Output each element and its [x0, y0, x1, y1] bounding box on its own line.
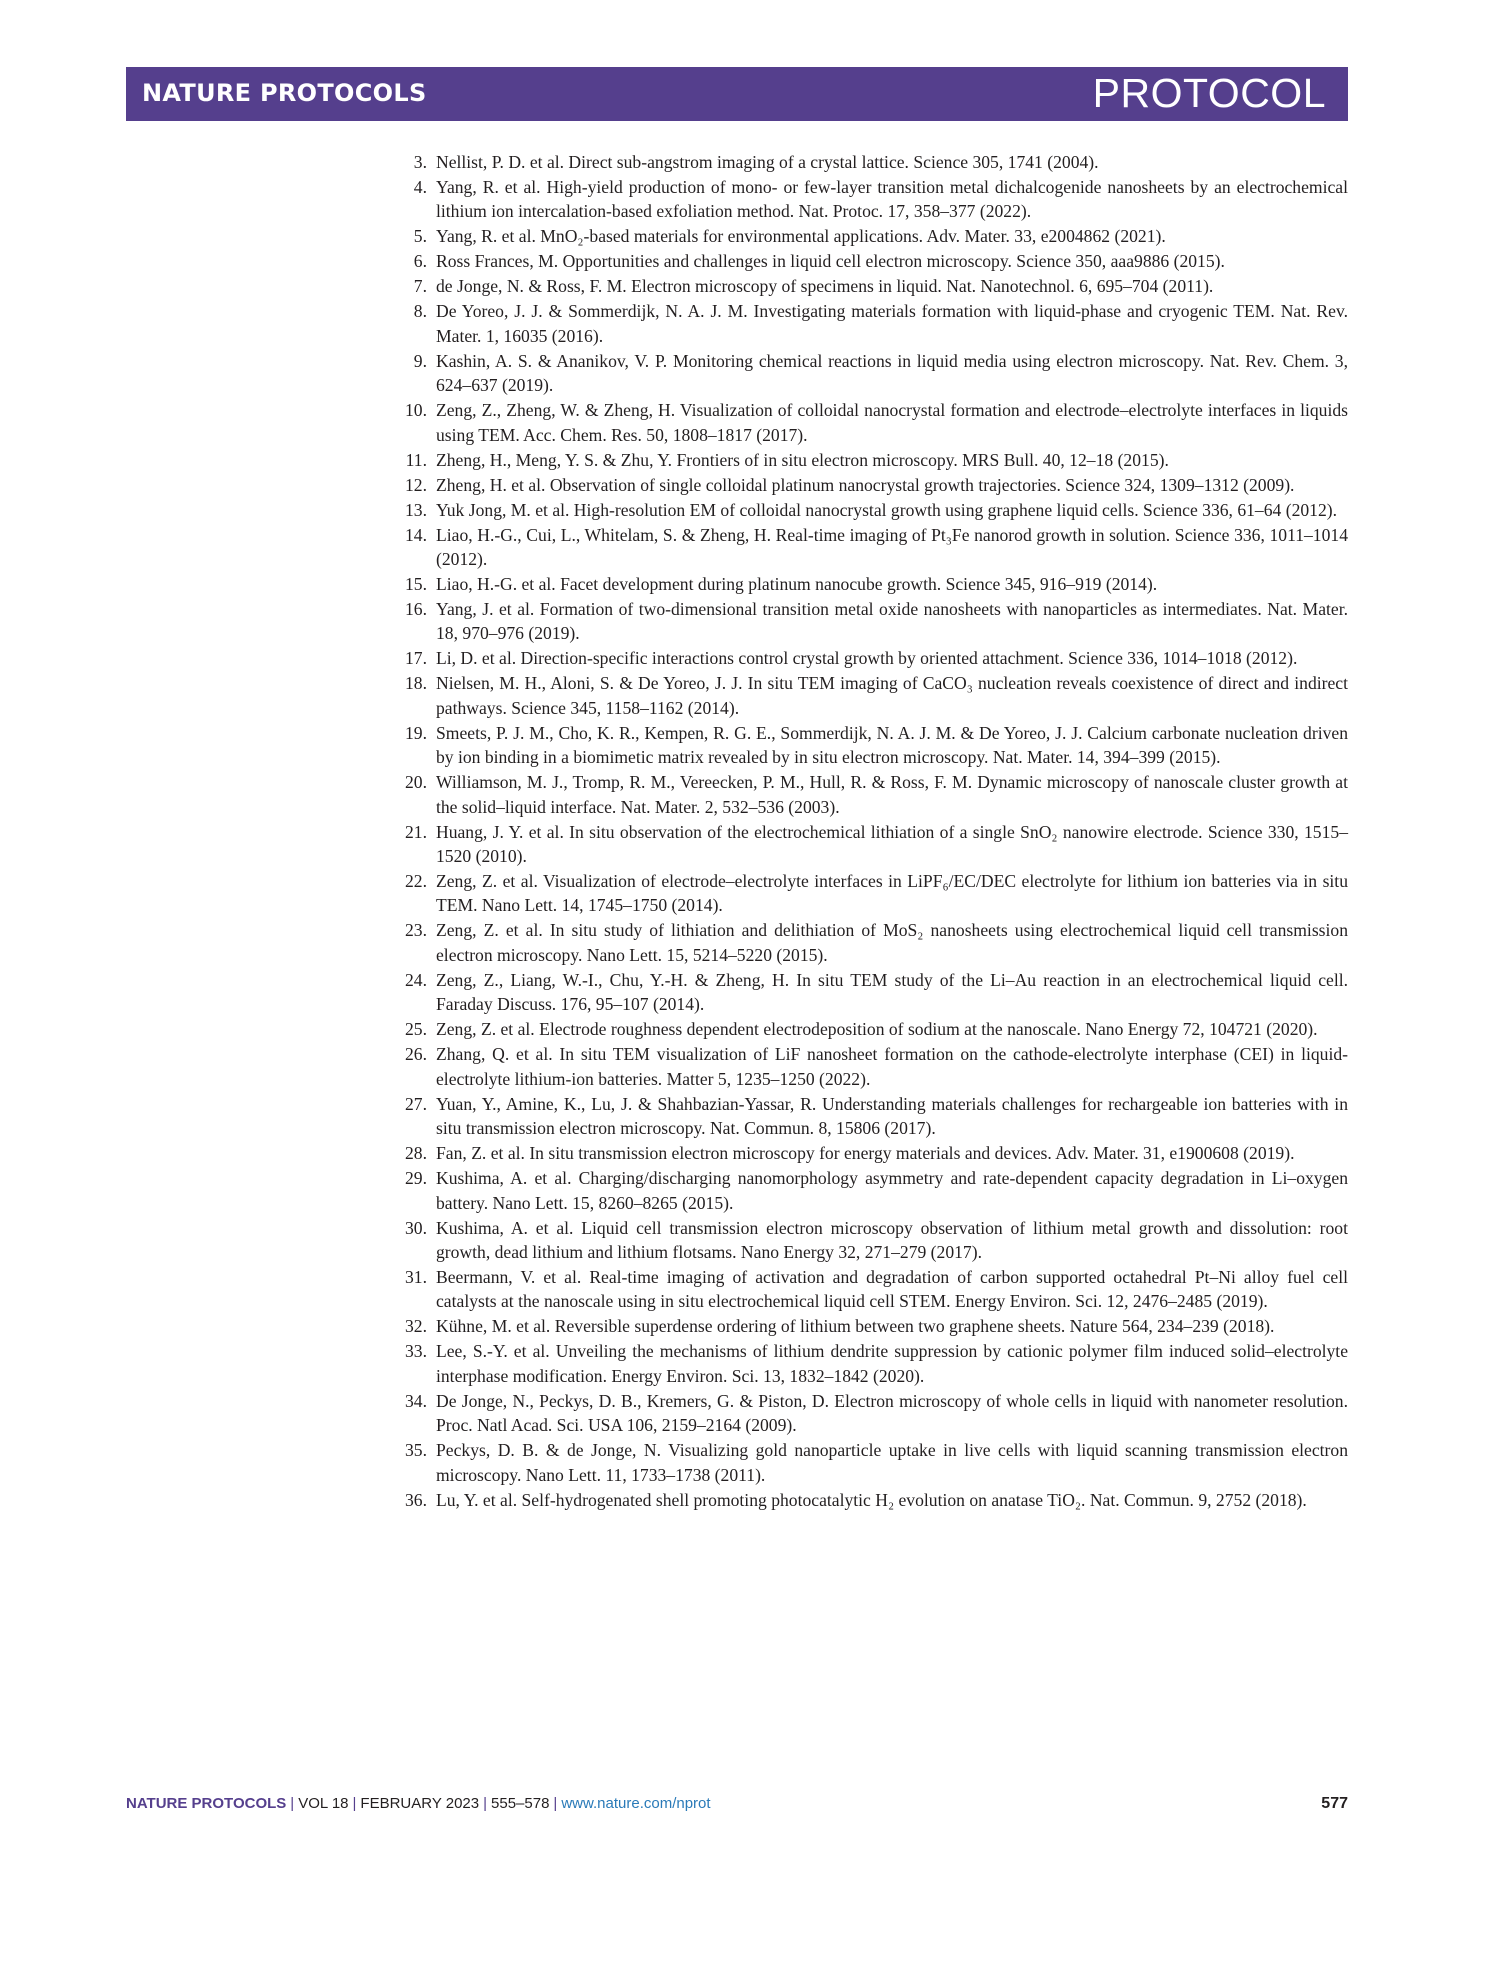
- reference-item: [400, 498, 1348, 522]
- reference-item: [400, 224, 1348, 248]
- reference-number: 17.: [405, 648, 427, 669]
- reference-text: Liao, H.-G., Cui, L., Whitelam, S. & Zheng, H. Real-time imaging of Pt₃Fe nanorod growth in solution. Science 336, 1011–1014 (2012).: [436, 524, 1348, 570]
- reference-number: 27.: [405, 1093, 427, 1114]
- reference-item: [400, 473, 1348, 497]
- page-number: 577: [1321, 1795, 1348, 1812]
- reference-number: 29.: [405, 1168, 427, 1189]
- reference-number: 10.: [405, 400, 427, 421]
- reference-text: Zeng, Z. et al. In situ study of lithiation and delithiation of MoS₂ nanosheets using electrochemical liquid cell transmission electron microscopy. Nano Lett. 15, 5214–5220 (2015).: [436, 920, 1348, 965]
- reference-text: Fan, Z. et al. In situ transmission electron microscopy for energy materials and devices. Adv. Mater. 31, e1900608 (2019).: [436, 1143, 1295, 1164]
- reference-number: 36.: [405, 1489, 427, 1510]
- reference-text: Yuan, Y., Amine, K., Lu, J. & Shahbazian-Yassar, R. Understanding materials challenges for rechargeable ion batteries with in situ transmission electron microscopy. Nat. Commun. 8, 15806 (2017).: [436, 1093, 1348, 1139]
- reference-text: Yang, J. et al. Formation of two-dimensional transition metal oxide nanosheets with nanoparticles as intermediates. Nat. Mater. 18, 970–976 (2019).: [436, 599, 1348, 644]
- reference-number: 25.: [405, 1019, 427, 1040]
- reference-text: Zeng, Z., Liang, W.-I., Chu, Y.-H. & Zheng, H. In situ TEM study of the Li–Au reaction in an electrochemical liquid cell. Faraday Discuss. 176, 95–107 (2014).: [436, 969, 1348, 1015]
- footer-separator: |: [352, 1795, 357, 1812]
- reference-text: Zeng, Z., Zheng, W. & Zheng, H. Visualization of colloidal nanocrystal formation and electrode–electrolyte interfaces in liquids using TEM. Acc. Chem. Res. 50, 1808–1817 (2017).: [436, 400, 1348, 445]
- reference-item: [400, 597, 1348, 646]
- reference-text: Zhang, Q. et al. In situ TEM visualization of LiF nanosheet formation on the cathode-electrolyte interphase (CEI) in liquid-electrolyte lithium-ion batteries. Matter 5, 1235–1250 (2022).: [436, 1044, 1348, 1089]
- reference-number: 31.: [405, 1266, 427, 1287]
- reference-text: Yang, R. et al. MnO₂-based materials for environmental applications. Adv. Mater. 33, e2004862 (2021).: [436, 226, 1166, 247]
- reference-item: [400, 1166, 1348, 1215]
- reference-text: Huang, J. Y. et al. In situ observation of the electrochemical lithiation of a single SnO₂ nanowire electrode. Science 330, 1515–1520 (2010).: [436, 821, 1348, 867]
- reference-item: [400, 1265, 1348, 1314]
- reference-text: Yang, R. et al. High-yield production of mono- or few-layer transition metal dichalcogenide nanosheets by an electrochemical lithium ion intercalation-based exfoliation method. Nat. Protoc. 17, 358–377 (2022).: [436, 177, 1348, 222]
- reference-number: 32.: [405, 1316, 427, 1337]
- reference-number: 15.: [405, 574, 427, 595]
- reference-text: Li, D. et al. Direction-specific interactions control crystal growth by oriented attachment. Science 336, 1014–1018 (2012).: [436, 648, 1298, 669]
- reference-number: 18.: [405, 673, 427, 694]
- reference-number: 11.: [405, 449, 427, 470]
- reference-number: 28.: [405, 1143, 427, 1164]
- reference-number: 13.: [405, 499, 427, 520]
- reference-number: 21.: [405, 821, 427, 842]
- reference-item: [400, 1488, 1348, 1512]
- reference-number: 20.: [405, 772, 427, 793]
- reference-list: [400, 150, 1348, 1513]
- reference-item: [400, 721, 1348, 770]
- reference-text: Kushima, A. et al. Liquid cell transmission electron microscopy observation of lithium metal growth and dissolution: root growth, dead lithium and lithium flotsams. Nano Energy 32, 271–279 (2017).: [436, 1217, 1348, 1262]
- reference-text: De Yoreo, J. J. & Sommerdijk, N. A. J. M. Investigating materials formation with liquid-phase and cryogenic TEM. Nat. Rev. Mater. 1, 16035 (2016).: [436, 301, 1348, 346]
- reference-text: Zheng, H. et al. Observation of single colloidal platinum nanocrystal growth trajectories. Science 324, 1309–1312 (2009).: [436, 474, 1295, 495]
- reference-text: De Jonge, N., Peckys, D. B., Kremers, G. & Piston, D. Electron microscopy of whole cells in liquid with nanometer resolution. Proc. Natl Acad. Sci. USA 106, 2159–2164 (2009).: [436, 1390, 1348, 1436]
- reference-item: [400, 349, 1348, 398]
- reference-text: Kushima, A. et al. Charging/discharging nanomorphology asymmetry and rate-dependent capacity degradation in Li–oxygen battery. Nano Lett. 15, 8260–8265 (2015).: [436, 1168, 1348, 1213]
- reference-item: [400, 1339, 1348, 1388]
- reference-item: [400, 249, 1348, 273]
- reference-item: [400, 448, 1348, 472]
- reference-number: 35.: [405, 1440, 427, 1461]
- reference-item: [400, 646, 1348, 670]
- reference-item: [400, 770, 1348, 819]
- reference-number: 16.: [405, 599, 427, 620]
- reference-number: 23.: [405, 920, 427, 941]
- reference-number: 4.: [413, 177, 427, 197]
- reference-number: 8.: [413, 301, 427, 322]
- journal-name: NATURE PROTOCOLS: [142, 79, 427, 107]
- reference-item: [400, 1438, 1348, 1487]
- reference-item: [400, 572, 1348, 596]
- footer-url-link[interactable]: www.nature.com/nprot: [561, 1795, 711, 1812]
- reference-item: [400, 1389, 1348, 1438]
- footer-separator: |: [483, 1795, 488, 1812]
- reference-text: Liao, H.-G. et al. Facet development during platinum nanocube growth. Science 345, 916–919 (2014).: [436, 574, 1158, 595]
- article-type: PROTOCOL: [1092, 70, 1326, 116]
- reference-text: Nielsen, M. H., Aloni, S. & De Yoreo, J. J. In situ TEM imaging of CaCO₃ nucleation reveals coexistence of direct and indirect pathways. Science 345, 1158–1162 (2014).: [436, 673, 1348, 718]
- reference-text: Beermann, V. et al. Real-time imaging of activation and degradation of carbon supported octahedral Pt–Ni alloy fuel cell catalysts at the nanoscale using in situ electrochemical liquid cell STEM. Energy Environ. Sci. 12, 2476–2485 (2019).: [436, 1266, 1348, 1312]
- reference-number: 22.: [405, 871, 427, 892]
- reference-text: Lee, S.-Y. et al. Unveiling the mechanisms of lithium dendrite suppression by cationic polymer film induced solid–electrolyte interphase modification. Energy Environ. Sci. 13, 1832–1842 (2020).: [436, 1341, 1348, 1386]
- reference-text: Williamson, M. J., Tromp, R. M., Vereecken, P. M., Hull, R. & Ross, F. M. Dynamic microscopy of nanoscale cluster growth at the solid–liquid interface. Nat. Mater. 2, 532–536 (2003).: [436, 772, 1348, 817]
- reference-number: 30.: [405, 1217, 427, 1238]
- reference-number: 5.: [413, 226, 427, 247]
- reference-item: [400, 398, 1348, 447]
- reference-item: [400, 1314, 1348, 1338]
- reference-text: Kühne, M. et al. Reversible superdense ordering of lithium between two graphene sheets. Nature 564, 234–239 (2018).: [436, 1316, 1275, 1337]
- reference-text: Ross Frances, M. Opportunities and challenges in liquid cell electron microscopy. Science 350, aaa9886 (2015).: [436, 251, 1225, 272]
- footer-date: FEBRUARY 2023: [360, 1795, 480, 1812]
- reference-item: [400, 150, 1348, 174]
- reference-number: 34.: [405, 1390, 427, 1411]
- reference-item: [400, 1141, 1348, 1165]
- reference-text: Zeng, Z. et al. Visualization of electrode–electrolyte interfaces in LiPF₆/EC/DEC electrolyte for lithium ion batteries via in situ TEM. Nano Lett. 14, 1745–1750 (2014).: [436, 871, 1348, 916]
- reference-number: 14.: [405, 524, 427, 545]
- reference-number: 24.: [405, 969, 427, 990]
- reference-item: [400, 918, 1348, 967]
- footer-pages: 555–578: [491, 1795, 550, 1812]
- reference-number: 19.: [405, 722, 427, 743]
- reference-text: Lu, Y. et al. Self-hydrogenated shell promoting photocatalytic H₂ evolution on anatase TiO₂. Nat. Commun. 9, 2752 (2018).: [436, 1489, 1307, 1510]
- reference-item: [400, 869, 1348, 918]
- reference-text: Zeng, Z. et al. Electrode roughness dependent electrodeposition of sodium at the nanoscale. Nano Energy 72, 104721 (2020).: [436, 1019, 1318, 1040]
- reference-item: [400, 671, 1348, 720]
- reference-number: 9.: [413, 350, 427, 371]
- reference-number: 3.: [413, 152, 427, 172]
- reference-item: [400, 1017, 1348, 1041]
- footer-separator: |: [290, 1795, 295, 1812]
- reference-number: 7.: [413, 276, 427, 297]
- reference-number: 12.: [405, 474, 427, 495]
- reference-text: de Jonge, N. & Ross, F. M. Electron microscopy of specimens in liquid. Nat. Nanotechnol. 6, 695–704 (2011).: [436, 276, 1214, 297]
- reference-number: 26.: [405, 1044, 427, 1065]
- page-header: [126, 67, 1348, 121]
- reference-number: 6.: [413, 251, 427, 272]
- reference-item: [400, 523, 1348, 572]
- reference-item: [400, 968, 1348, 1017]
- footer-separator: |: [553, 1795, 558, 1812]
- reference-item: [400, 1092, 1348, 1141]
- reference-item: [400, 1216, 1348, 1265]
- reference-text: Peckys, D. B. & de Jonge, N. Visualizing gold nanoparticle uptake in live cells with liquid scanning transmission electron microscopy. Nano Lett. 11, 1733–1738 (2011).: [436, 1440, 1348, 1485]
- reference-number: 33.: [405, 1341, 427, 1362]
- reference-text: Smeets, P. J. M., Cho, K. R., Kempen, R. G. E., Sommerdijk, N. A. J. M. & De Yoreo, J. J. Calcium carbonate nucleation driven by ion binding in a biomimetic matrix revealed by in situ electron microscopy. Nat. Mater. 14, 394–399 (2015).: [436, 722, 1348, 768]
- reference-text: Yuk Jong, M. et al. High-resolution EM of colloidal nanocrystal growth using graphene liquid cells. Science 336, 61–64 (2012).: [436, 499, 1338, 520]
- reference-item: [400, 299, 1348, 348]
- reference-item: [400, 274, 1348, 298]
- footer-journal: NATURE PROTOCOLS: [126, 1795, 287, 1812]
- reference-item: [400, 820, 1348, 869]
- reference-text: Kashin, A. S. & Ananikov, V. P. Monitoring chemical reactions in liquid media using electron microscopy. Nat. Rev. Chem. 3, 624–637 (2019).: [436, 350, 1348, 396]
- footer-volume: VOL 18: [298, 1795, 349, 1812]
- reference-text: Zheng, H., Meng, Y. S. & Zhu, Y. Frontiers of in situ electron microscopy. MRS Bull. 40, 12–18 (2015).: [436, 449, 1169, 470]
- reference-item: [400, 175, 1348, 224]
- page-footer: [126, 1795, 1348, 1812]
- reference-text: Nellist, P. D. et al. Direct sub-angstrom imaging of a crystal lattice. Science 305, 1741 (2004).: [436, 152, 1099, 172]
- reference-item: [400, 1042, 1348, 1091]
